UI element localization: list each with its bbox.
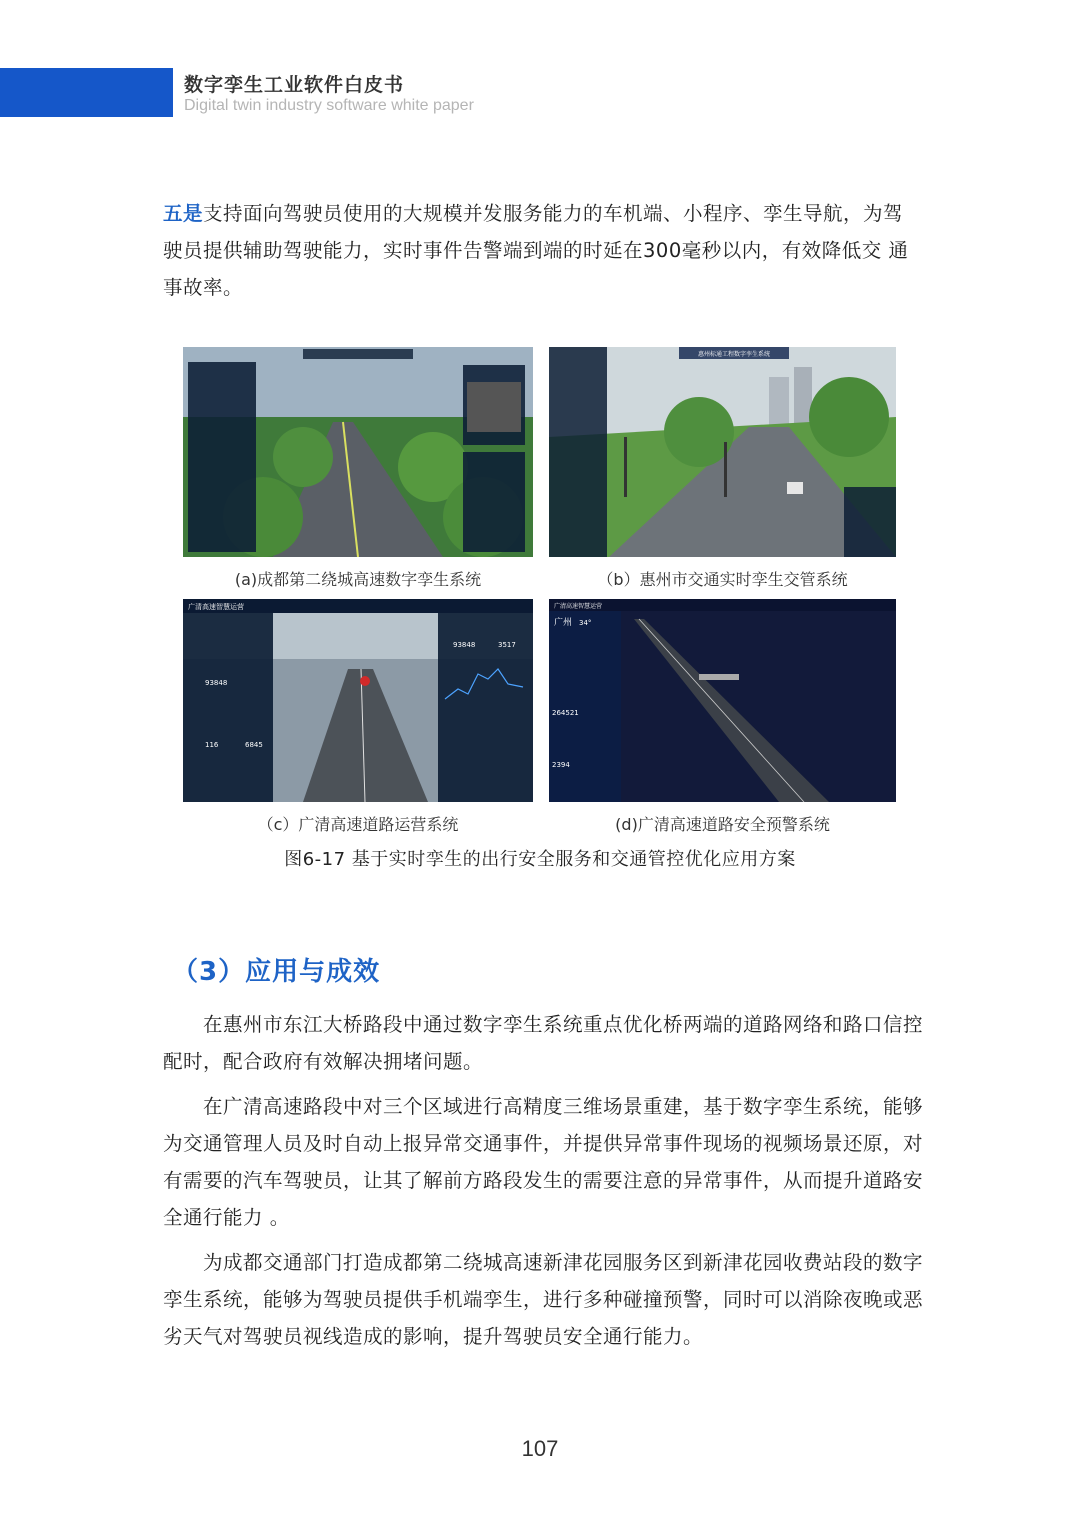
figure-d-stat-a: 264521 — [552, 709, 579, 717]
figure-c-stat-events: 116 — [205, 741, 219, 749]
paragraph-2: 在广清高速路段中对三个区域进行高精度三维场景重建，基于数字孪生系统，能够为交通管理人员及时自动上报异常交通事件，并提供异常事件现场的视频场景还原，对有需要的汽车驾驶员，让其了解前方路段发生的需要注意的异常事件，从而提升道路安全通行能力 。 — [163, 1095, 924, 1229]
figure-c-stat-flow: 93848 — [205, 679, 228, 687]
figure-c-image — [183, 599, 533, 802]
figure-c-stat-b: 3517 — [498, 641, 516, 649]
paragraph-1: 在惠州市东江大桥路段中通过数字孪生系统重点优化桥两端的道路网络和路口信控配时，配合政府有效解决拥堵问题。 — [163, 1013, 924, 1073]
figure-d-app-title: 广清高速智慧运营 — [554, 603, 603, 610]
figure-b-caption: （b）惠州市交通实时孪生交管系统 — [597, 570, 848, 589]
intro-lead: 五是 — [163, 202, 204, 225]
figure-a-caption: (a)成都第二绕城高速数字孪生系统 — [234, 570, 482, 589]
figure-d-stat-b: 2394 — [552, 761, 570, 769]
header-accent-bar — [0, 68, 173, 117]
figure-d-caption: (d)广清高速道路安全预警系统 — [615, 815, 830, 834]
section-heading: （3）应用与成效 — [172, 957, 381, 987]
figure-c-app-title: 广清高速智慧运营 — [188, 603, 244, 611]
figure-d-temp: 34° — [579, 619, 592, 627]
figure-c-screenshot — [183, 599, 533, 802]
figure-d-screenshot — [549, 599, 896, 802]
document-title: 数字孪生工业软件白皮书 — [184, 74, 405, 96]
figure-b-banner: 惠州标通工程数字孪生系统 — [697, 351, 771, 358]
figure-c-stat-a: 93848 — [453, 641, 476, 649]
paragraph-3: 为成都交通部门打造成都第二绕城高速新津花园服务区到新津花园收费站段的数字孪生系统，能够为驾驶员提供手机端孪生，进行多种碰撞预警，同时可以消除夜晚或恶劣天气对驾驶员视线造成的影响，提升驾驶员安全通行能力。 — [163, 1251, 924, 1348]
page-number: 107 — [521, 1436, 559, 1461]
intro-text: 支持面向驾驶员使用的大规模并发服务能力的车机端、小程序、孪生导航，为驾驶员提供辅助驾驶能力，实时事件告警端到端的时延在300毫秒以内，有效降低交 通事故率。 — [163, 202, 909, 299]
document-subtitle: Digital twin industry software white paper — [184, 97, 474, 114]
figure-b-image — [549, 347, 896, 557]
figure-a-screenshot — [183, 347, 533, 557]
figure-c-stat-total: 6845 — [245, 741, 263, 749]
figure-c-caption: （c）广清高速道路运营系统 — [257, 815, 459, 834]
figure-d-image — [549, 599, 896, 802]
intro-paragraph — [163, 195, 923, 306]
figure-title: 图6-17 基于实时孪生的出行安全服务和交通管控优化应用方案 — [284, 849, 796, 870]
figure-d-city: 广州 — [554, 618, 573, 628]
figure-a-image — [183, 347, 533, 557]
figure-b-screenshot — [549, 347, 896, 557]
